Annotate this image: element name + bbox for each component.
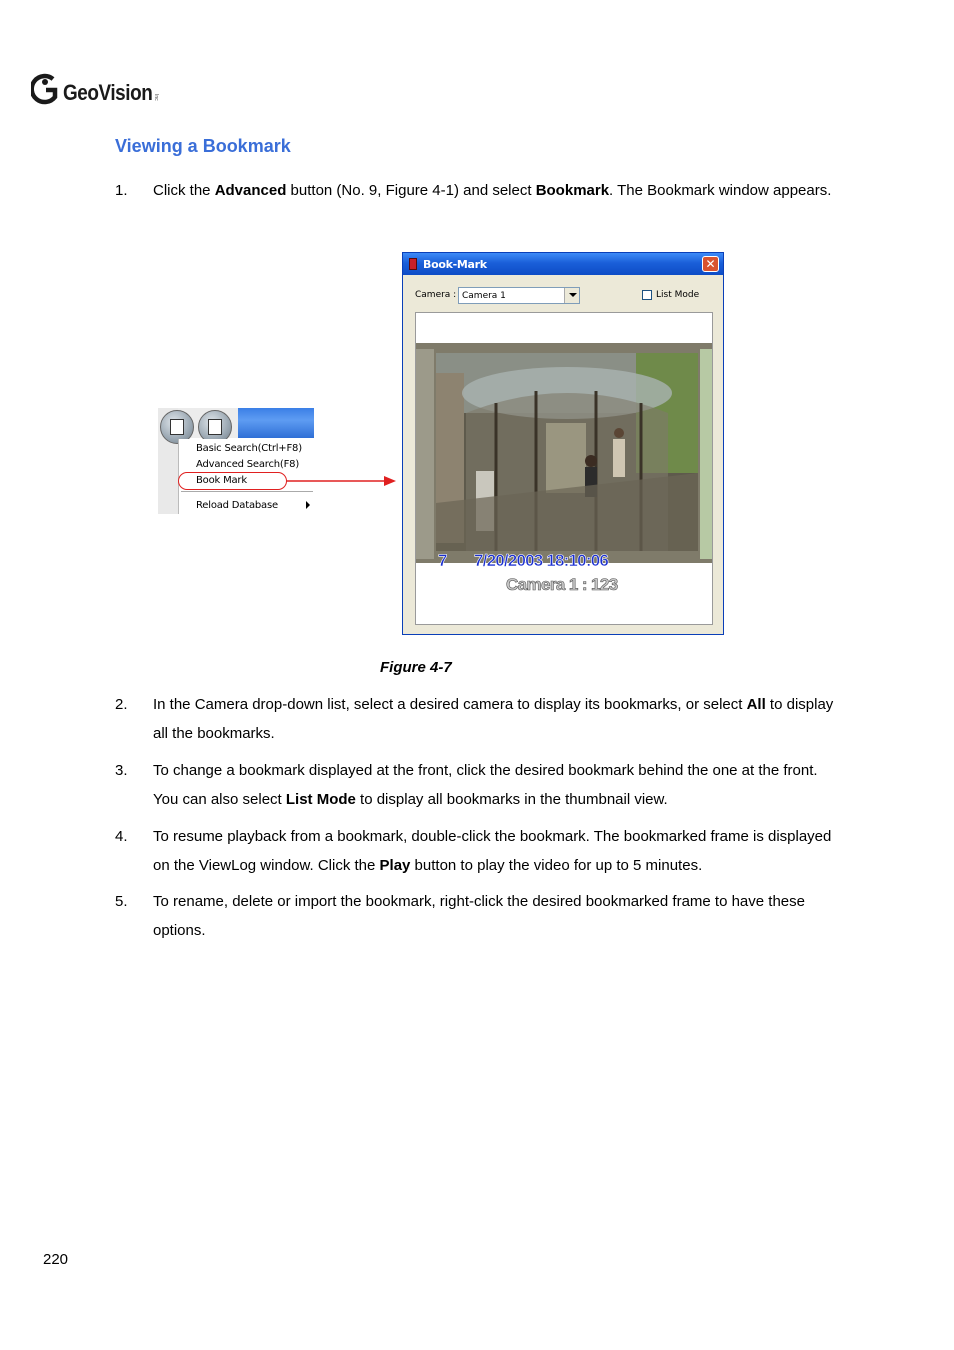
page-number: 220 <box>43 1251 69 1268</box>
step-number: 1. <box>115 182 128 199</box>
figure-caption: Figure 4-7 <box>380 659 452 676</box>
section-title: Viewing a Bookmark <box>115 136 291 156</box>
step-3 <box>115 756 835 814</box>
bookmark-view-panel <box>415 312 713 625</box>
list-mode-label: List Mode <box>656 290 700 300</box>
list-mode-checkbox[interactable] <box>642 290 652 300</box>
logo-brand-text: GeoVision <box>63 80 153 105</box>
step-number: 3. <box>115 762 128 779</box>
step-text: In the Camera drop-down list, select a desired camera to display its bookmarks, or select All to display all the bookmarks. <box>153 696 834 742</box>
menu-separator <box>181 491 313 492</box>
geovision-logo-icon <box>31 73 61 107</box>
logo-tm-text: Inc <box>152 93 159 101</box>
camera-select-value: Camera 1 <box>462 291 506 301</box>
context-menu-figure <box>158 408 314 514</box>
menu-item-advanced-search[interactable]: Advanced Search(F8) <box>196 459 300 470</box>
step-text: To rename, delete or import the bookmark, right-click the desired bookmarked frame to have these options. <box>153 893 805 939</box>
menu-item-book-mark[interactable]: Book Mark <box>196 475 247 486</box>
window-title-bar[interactable] <box>403 253 723 275</box>
window-title: Book-Mark <box>423 258 487 271</box>
step-2 <box>115 690 835 748</box>
step-number: 4. <box>115 828 128 845</box>
menu-item-reload-database[interactable]: Reload Database <box>196 500 278 511</box>
step-text: To change a bookmark displayed at the front, click the desired bookmark behind the one at the front. You can also select List Mode to display all bookmarks in the thumbnail view. <box>153 762 818 808</box>
close-button[interactable]: ✕ <box>702 256 719 272</box>
bookmark-window <box>402 252 724 635</box>
step-text: To resume playback from a bookmark, double-click the bookmark. The bookmarked frame is displayed on the ViewLog window. Click the Play button to play the video for up to 5 minutes. <box>153 828 832 874</box>
menu-item-basic-search[interactable]: Basic Search(Ctrl+F8) <box>196 443 302 454</box>
chevron-down-icon[interactable] <box>564 288 579 303</box>
camera-select[interactable] <box>458 287 580 304</box>
step-4 <box>115 822 835 880</box>
bookmark-thumbnail-front[interactable] <box>436 353 698 551</box>
frame-camera-label: Camera 1 : 123 <box>506 575 618 594</box>
frame-number: 7 <box>438 551 447 570</box>
camera-label: Camera : <box>415 290 457 300</box>
step-1 <box>115 176 835 205</box>
step-text: Click the Advanced button (No. 9, Figure 4-1) and select Bookmark. The Bookmark window appears. <box>153 182 832 199</box>
step-number: 2. <box>115 696 128 713</box>
bookmark-icon <box>409 258 417 270</box>
frame-datetime: 7/20/2003 18:10:06 <box>474 551 609 570</box>
step-number: 5. <box>115 893 128 910</box>
submenu-arrow-icon <box>306 501 310 509</box>
geovision-logo <box>31 72 159 108</box>
camera-frame-image <box>436 353 698 551</box>
step-5 <box>115 887 835 945</box>
pointer-arrow-icon <box>286 473 398 489</box>
highlight-oval <box>178 472 287 490</box>
